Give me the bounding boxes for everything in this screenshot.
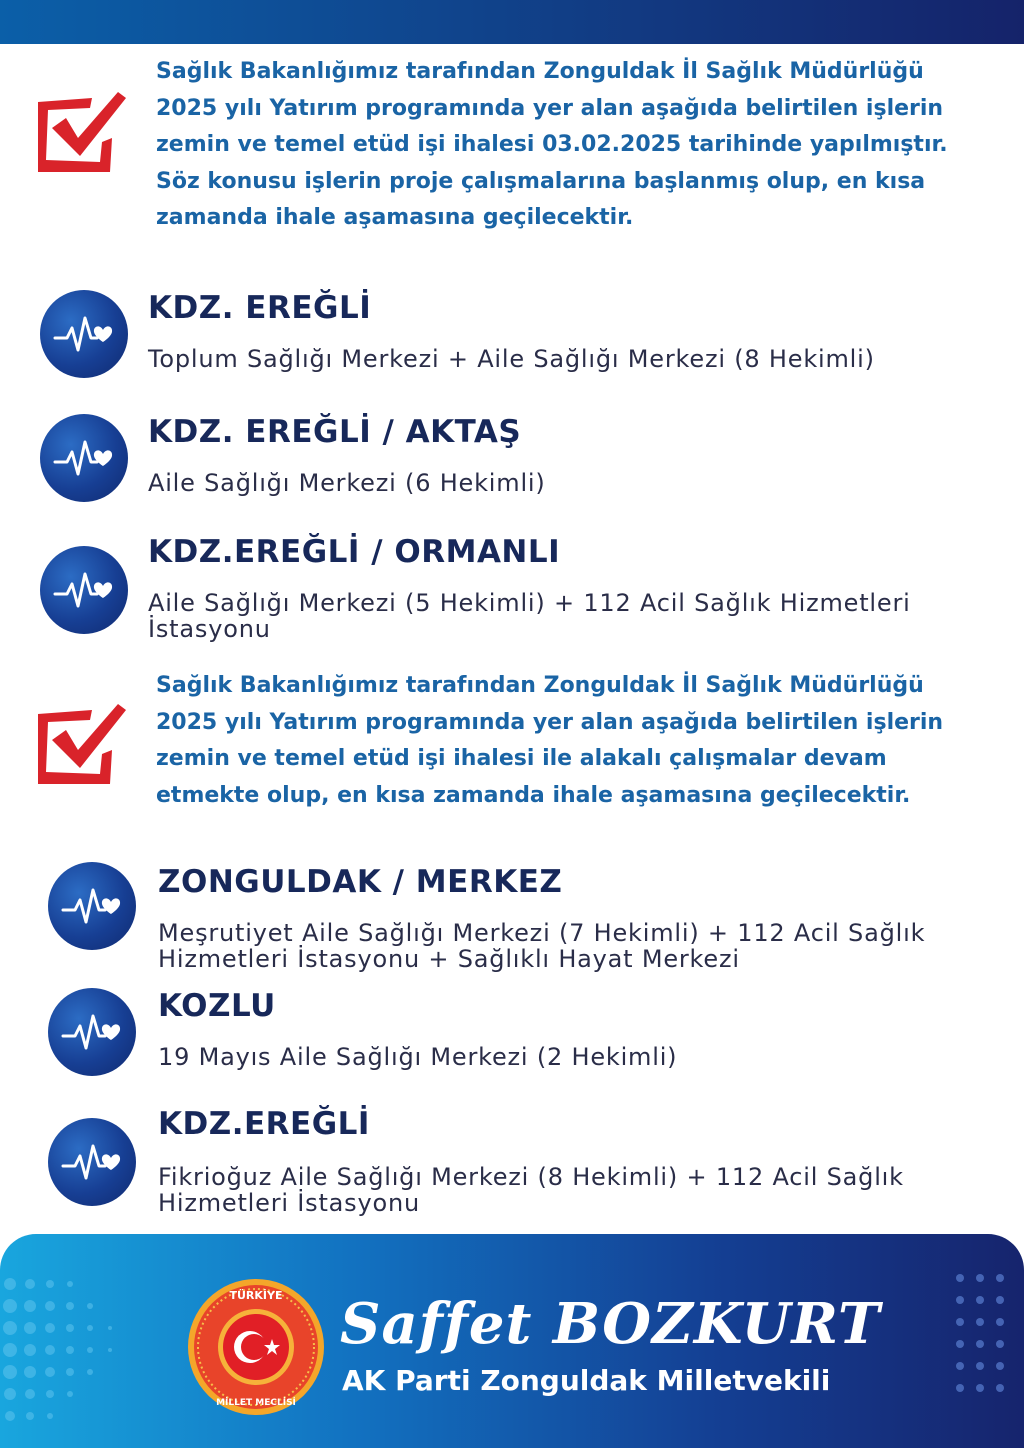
checkbox-check-icon: [30, 88, 130, 178]
checkbox-check-icon: [30, 700, 130, 790]
mp-title: AK Parti Zonguldak Milletvekili: [342, 1364, 831, 1397]
item-description: 19 Mayıs Aile Sağlığı Merkezi (2 Hekimli): [158, 1043, 678, 1071]
section-2-intro: Sağlık Bakanlığımız tarafından Zonguldak İl Sağlık Müdürlüğü 2025 yılı Yatırım programında yer alan aşağıda belirtilen işlerin zemin ve temel etüd işi ihalesi ile alakalı çalışmalar devam etmekte olup, en kısa zamanda ihale aşamasına geçilecektir.: [156, 673, 944, 808]
item-description: Meşrutiyet Aile Sağlığı Merkezi (7 Hekimli) + 112 Acil Sağlık Hizmetleri İstasyonu + Sağlıklı Hayat Merkezi: [158, 919, 926, 973]
heartbeat-heart-icon: [48, 988, 136, 1076]
item-title: KDZ.EREĞLİ: [158, 1106, 370, 1142]
mp-name: Saffet BOZKURT: [340, 1291, 881, 1357]
item-title: KOZLU: [158, 988, 276, 1024]
tbmm-seal-logo: [186, 1277, 326, 1417]
section-1-intro: Sağlık Bakanlığımız tarafından Zonguldak İl Sağlık Müdürlüğü 2025 yılı Yatırım programında yer alan aşağıda belirtilen işlerin zemin ve temel etüd işi ihalesi 03.02.2025 tarihinde yapılmıştır. Söz konusu işlerin proje çalışmalarına başlanmış olup, en kısa zamanda ihale aşamasına geçilecektir.: [156, 59, 948, 230]
dots-grid-decoration: [944, 1268, 1024, 1418]
heartbeat-heart-icon: [48, 1118, 136, 1206]
item-description: Toplum Sağlığı Merkezi + Aile Sağlığı Merkezi (8 Hekimli): [148, 345, 875, 373]
heartbeat-heart-icon: [40, 546, 128, 634]
svg-text:MİLLET MECLİSİ: MİLLET MECLİSİ: [216, 1398, 296, 1408]
heartbeat-heart-icon: [40, 414, 128, 502]
halftone-dots-decoration: [0, 1254, 170, 1448]
heartbeat-heart-icon: [48, 862, 136, 950]
svg-text:TÜRKİYE: TÜRKİYE: [229, 1289, 283, 1302]
item-description: Aile Sağlığı Merkezi (6 Hekimli): [148, 469, 546, 497]
item-description: Aile Sağlığı Merkezi (5 Hekimli) + 112 Acil Sağlık Hizmetleri İstasyonu: [148, 589, 911, 643]
top-banner: [0, 0, 1024, 44]
item-title: KDZ. EREĞLİ / AKTAŞ: [148, 414, 522, 450]
item-title: ZONGULDAK / MERKEZ: [158, 864, 563, 900]
heartbeat-heart-icon: [40, 290, 128, 378]
item-title: KDZ. EREĞLİ: [148, 290, 372, 326]
item-title: KDZ.EREĞLİ / ORMANLI: [148, 534, 561, 570]
item-description: Fikrioğuz Aile Sağlığı Merkezi (8 Hekimli) + 112 Acil Sağlık Hizmetleri İstasyonu: [158, 1163, 904, 1217]
